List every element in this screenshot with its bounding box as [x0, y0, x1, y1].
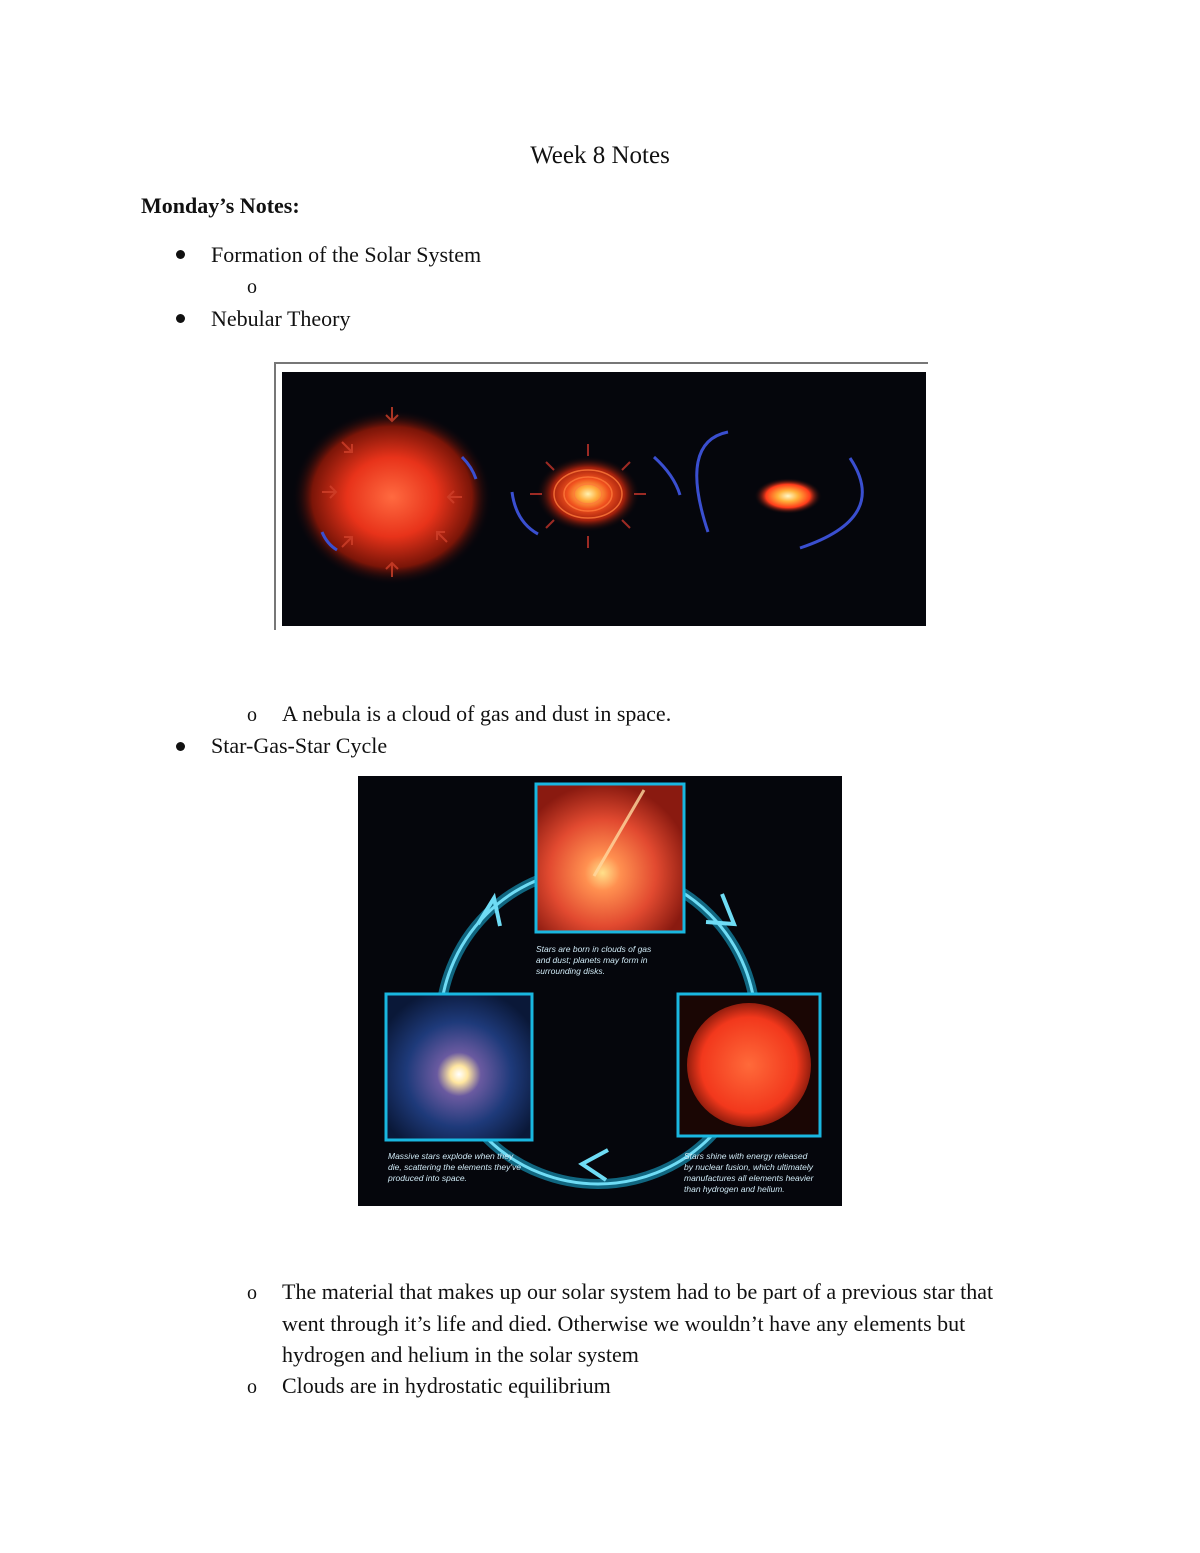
bullet-nebular-theory: Nebular Theory — [211, 306, 351, 331]
caption-right-1: Stars shine with energy released — [684, 1151, 808, 1161]
sub-bullet-marker: o — [247, 1376, 257, 1398]
caption-right-4: than hydrogen and helium. — [684, 1184, 785, 1194]
caption-right-3: manufactures all elements heavier — [684, 1173, 814, 1183]
bullet-star-gas-star: Star-Gas-Star Cycle — [211, 733, 388, 758]
nebula-figure — [274, 362, 928, 630]
sub-bullet-material-line-3: hydrogen and helium in the solar system — [282, 1342, 639, 1367]
bullet-dot — [176, 742, 185, 751]
cycle-figure-image — [358, 776, 842, 1206]
bullet-dot — [176, 250, 185, 259]
page-title: Week 8 Notes — [530, 142, 670, 169]
caption-right-2: by nuclear fusion, which ultimately — [684, 1162, 813, 1172]
bullet-dot — [176, 314, 185, 323]
star-gas-star-figure — [358, 776, 842, 1211]
caption-left-2: die, scattering the elements they've — [388, 1162, 521, 1172]
caption-left-3: produced into space. — [388, 1173, 467, 1183]
sub-bullet-clouds: Clouds are in hydrostatic equilibrium — [282, 1373, 611, 1398]
caption-top-2: and dust; planets may form in — [536, 955, 648, 965]
caption-top-3: surrounding disks. — [536, 966, 605, 976]
caption-left-1: Massive stars explode when they — [388, 1151, 514, 1161]
sub-bullet-material-line-2: went through it’s life and died. Otherwise we wouldn’t have any elements but — [282, 1311, 966, 1336]
sub-bullet-marker: o — [247, 704, 257, 726]
sub-bullet-marker: o — [247, 276, 257, 298]
sub-bullet-nebula: A nebula is a cloud of gas and dust in space. — [282, 701, 672, 726]
sub-bullet-marker: o — [247, 1282, 257, 1304]
section-heading: Monday’s Notes: — [141, 193, 300, 218]
caption-top-1: Stars are born in clouds of gas — [536, 944, 652, 954]
bullet-formation: Formation of the Solar System — [211, 242, 482, 267]
sub-bullet-material-line-1: The material that makes up our solar system had to be part of a previous star that — [282, 1279, 994, 1304]
nebula-figure-image — [282, 372, 926, 626]
